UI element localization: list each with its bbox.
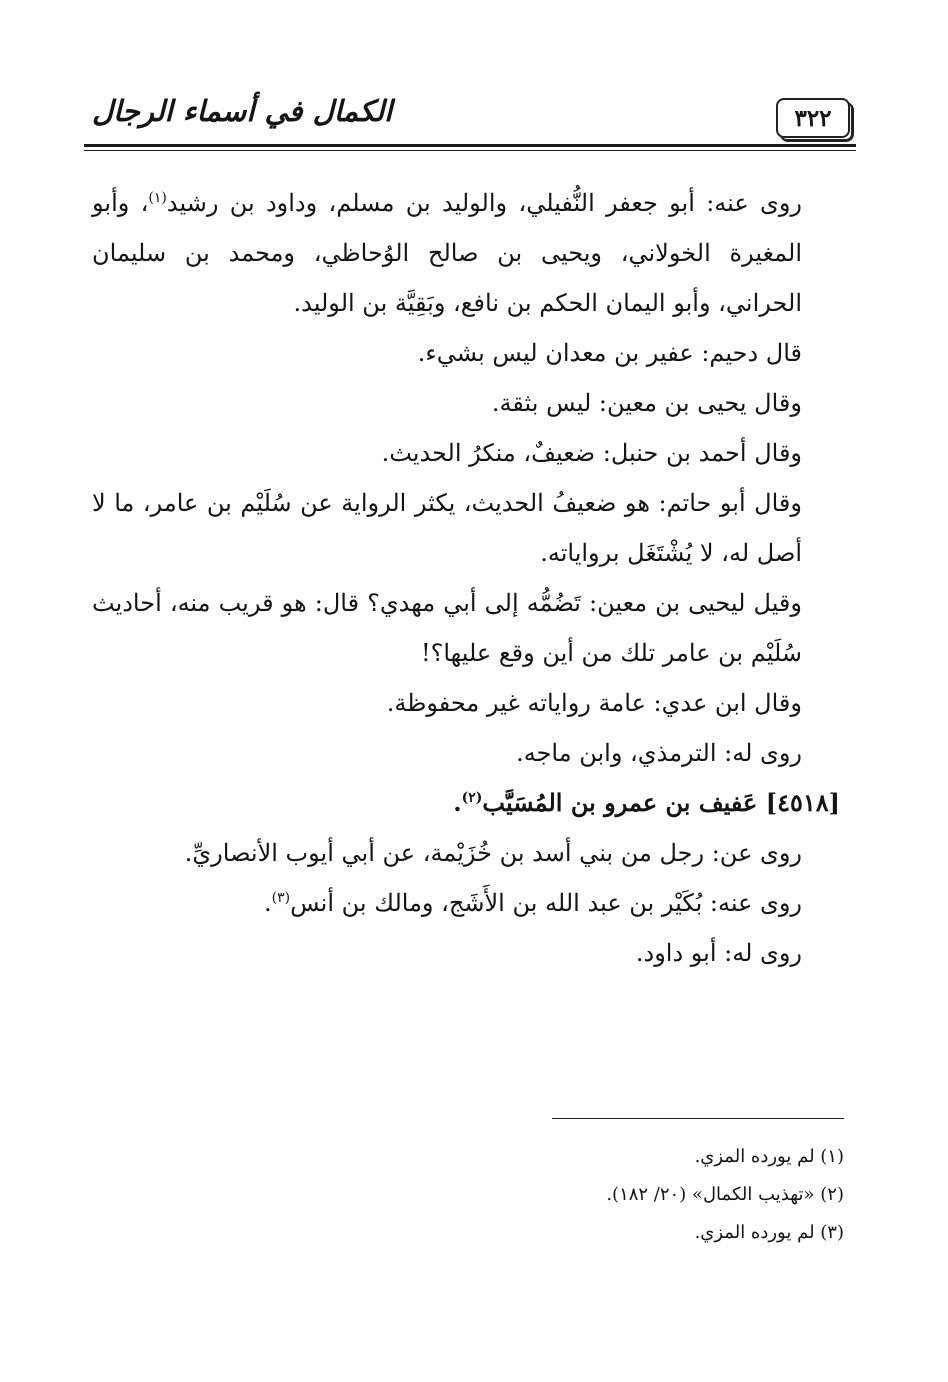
header-rule	[84, 144, 856, 147]
footnote-marker: (٣)	[271, 890, 291, 906]
page-header	[84, 92, 856, 148]
body-paragraph: روى عنه: بُكَيْر بن عبد الله بن الأَشَج، ومالك بن أنس$^{(٣)}$.	[263, 889, 802, 917]
body-paragraph: وقال أحمد بن حنبل: ضعيفٌ، منكرُ الحديث.	[381, 439, 802, 467]
footnote-2: (٢) «تهذيب الكمال» (٢٠/ ١٨٢).	[606, 1184, 844, 1205]
footnotes	[92, 1138, 844, 1252]
body-paragraph: روى عن: رجل من بني أسد بن خُزَيْمة، عن أبي أيوب الأنصاريِّ.	[184, 839, 802, 867]
body-paragraph: وقال ابن عدي: عامة رواياته غير محفوظة.	[386, 689, 802, 717]
footnote-separator	[552, 1118, 844, 1119]
body-paragraph: قال دحيم: عفير بن معدان ليس بشيء.	[417, 339, 802, 367]
body-paragraph: وقال أبو حاتم: هو ضعيفُ الحديث، يكثر الرواية عن سُلَيْم بن عامر، ما لا أصل له، لا يُشْتَغَل برواياته.	[92, 489, 802, 567]
page-body	[92, 178, 840, 978]
body-paragraph: روى له: الترمذي، وابن ماجه.	[516, 739, 802, 767]
page-number: ٣٢٢	[776, 98, 850, 138]
entry-heading: [٤٥١٨] عَفيف بن عمرو بن المُسَيَّب$^{(٢)}$.	[453, 788, 840, 817]
body-paragraph: روى عنه: أبو جعفر النُّفيلي، والوليد بن مسلم، وداود بن رشيد$^{(١)}$، وأبو المغيرة الخولاني، ويحيى بن صالح الوُحاظي، ومحمد بن سليمان الحراني، وأبو اليمان الحكم بن نافع، وبَقِيَّة بن الوليد.	[92, 189, 803, 317]
footnote-3: (٣) لم يورده المزي.	[694, 1222, 844, 1243]
footnote-marker: (١)	[148, 190, 167, 206]
body-paragraph: وقال يحيى بن معين: ليس بثقة.	[491, 389, 802, 417]
body-paragraph: وقيل ليحيى بن معين: تَضُمُّه إلى أبي مهدي؟ قال: هو قريب منه، أحاديث سُلَيْم بن عامر تلك من أين وقع عليها؟!	[92, 589, 802, 667]
footnote-1: (١) لم يورده المزي.	[694, 1146, 844, 1167]
body-paragraph: روى له: أبو داود.	[635, 939, 802, 967]
book-title: الكمال في أسماء الرجال	[92, 94, 393, 128]
footnote-marker: (٢)	[461, 790, 483, 806]
header-rule-thin	[84, 150, 856, 151]
